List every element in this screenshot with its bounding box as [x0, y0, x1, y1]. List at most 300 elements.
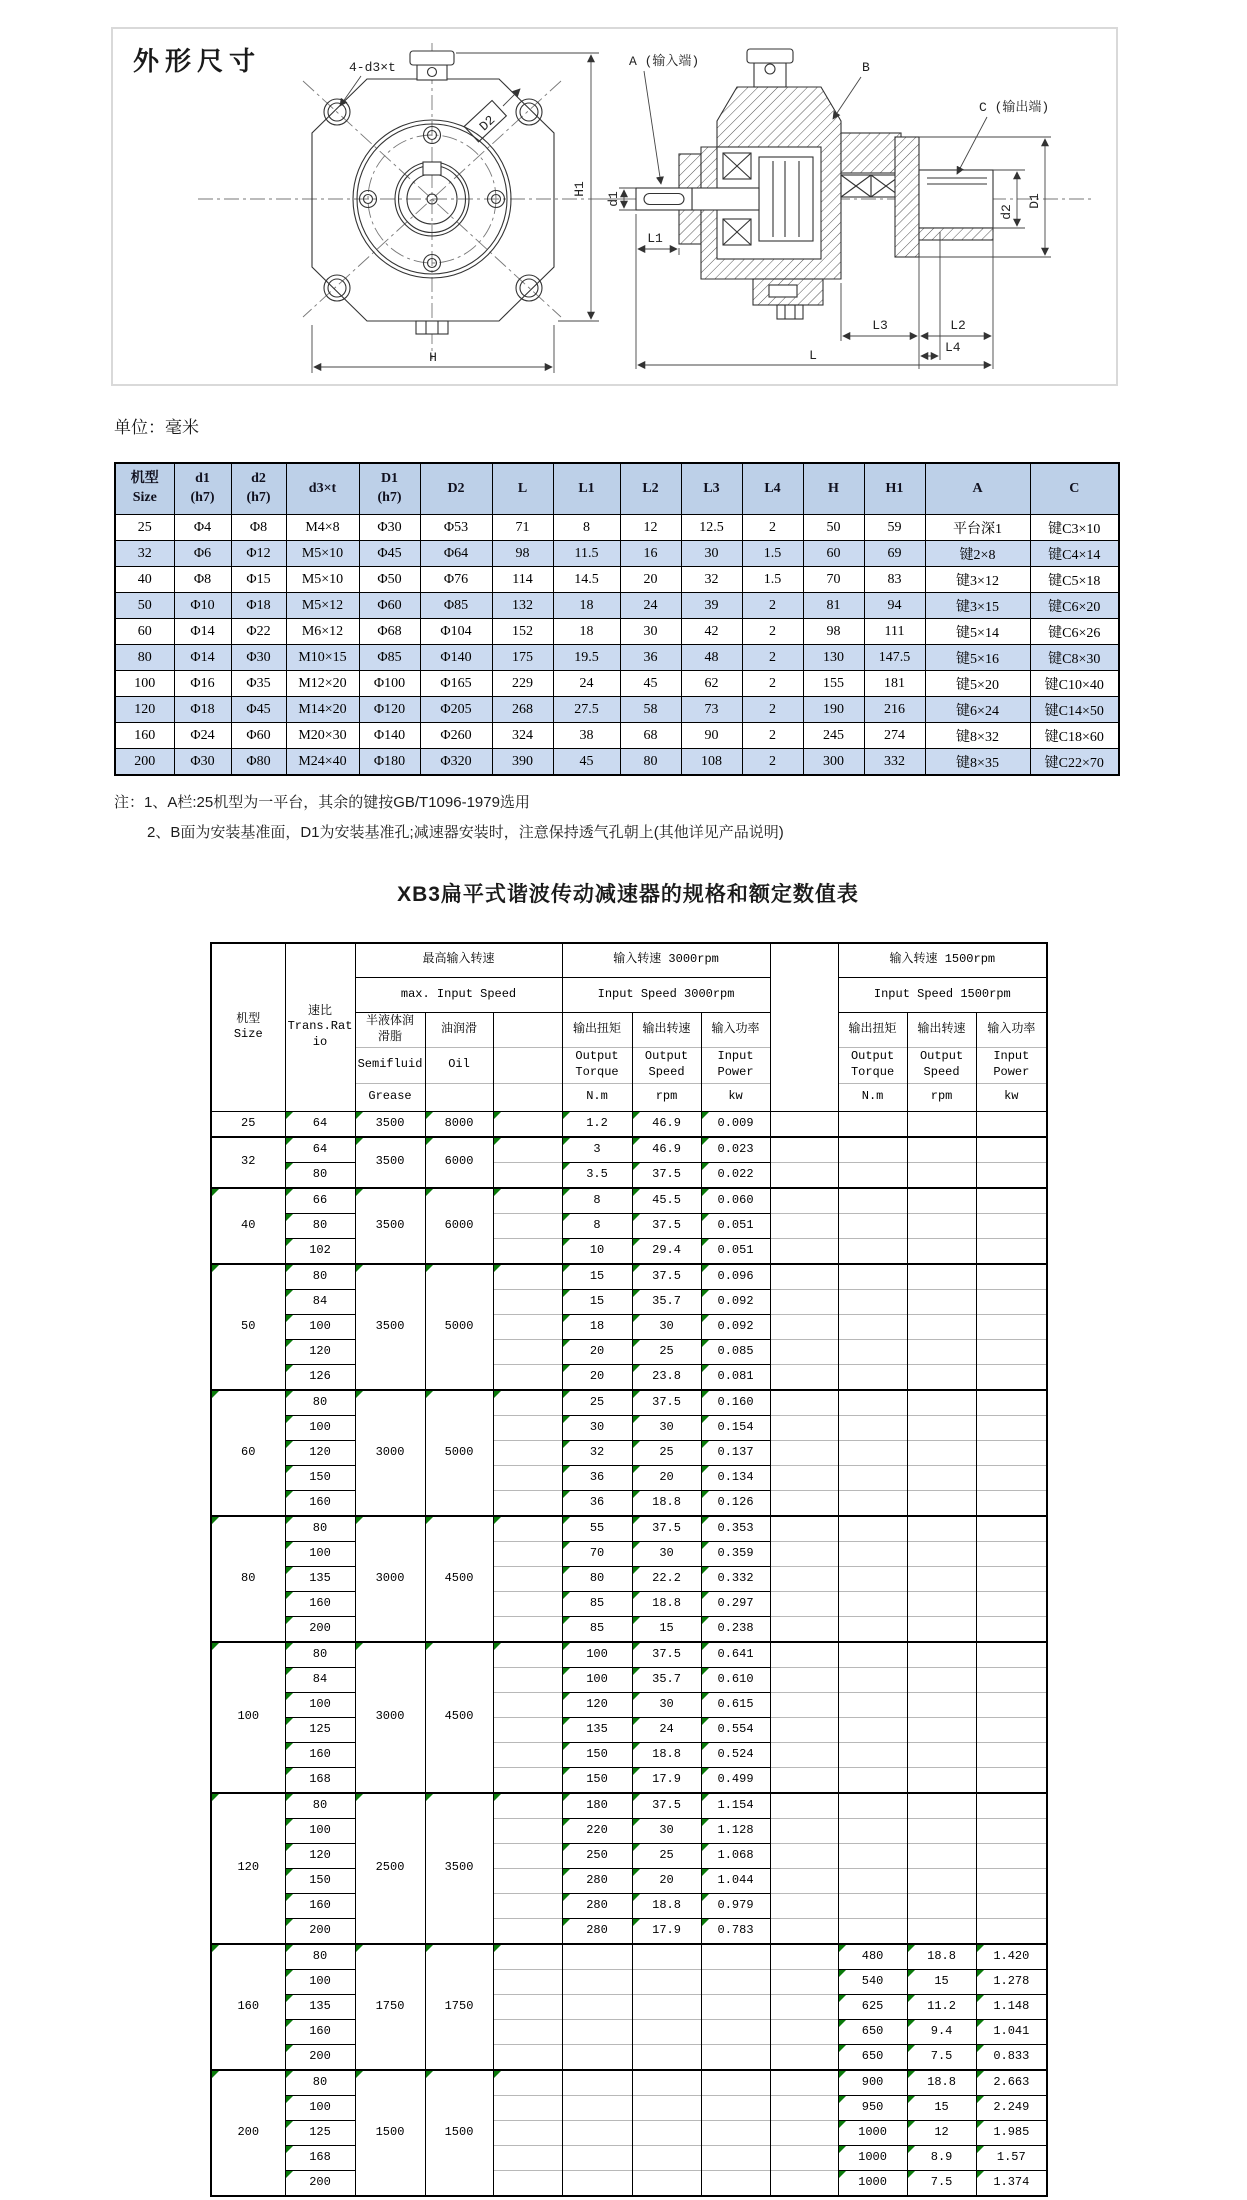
input-power-cell: 0.332	[701, 1566, 770, 1591]
svg-text:D2: D2	[476, 112, 499, 135]
empty-cell	[907, 1692, 976, 1717]
dim-cell: 50	[115, 593, 174, 619]
output-torque-cell: 280	[562, 1918, 632, 1944]
grease-header: Grease	[355, 1083, 425, 1111]
empty-cell	[701, 2044, 770, 2070]
spacer-cell	[770, 1238, 838, 1264]
oil-speed-cell: 5000	[425, 1264, 493, 1390]
dim-cell: 81	[803, 593, 864, 619]
empty-cell	[493, 1642, 562, 1668]
dim-cell: Φ35	[231, 671, 286, 697]
empty-cell	[976, 1440, 1047, 1465]
dimension-table	[114, 462, 1120, 776]
output-torque-cell: 15	[562, 1289, 632, 1314]
output-torque-cell: 650	[838, 2019, 907, 2044]
output-speed-cell: 11.2	[907, 1994, 976, 2019]
spec-table-row	[211, 1591, 1047, 1616]
spacer-cell	[770, 1944, 838, 1970]
dim-cell: Φ10	[174, 593, 231, 619]
spec-table-row	[211, 1918, 1047, 1944]
input-power-cell: 0.641	[701, 1642, 770, 1668]
empty-cell	[976, 1390, 1047, 1416]
empty-cell	[838, 1818, 907, 1843]
dim-cell: Φ12	[231, 541, 286, 567]
speed-3000-group-header: 输入转速 3000rpm	[562, 943, 770, 977]
spec-table-row	[211, 1793, 1047, 1819]
sub-col-header-en: Input Power	[976, 1047, 1047, 1083]
empty-cell	[907, 1213, 976, 1238]
ratio-cell: 100	[285, 1692, 355, 1717]
ratio-cell: 84	[285, 1289, 355, 1314]
empty-cell	[838, 1137, 907, 1163]
input-power-cell: 0.009	[701, 1111, 770, 1137]
dim-cell: 键C18×60	[1030, 723, 1119, 749]
input-power-cell: 2.663	[976, 2070, 1047, 2096]
input-power-cell: 0.238	[701, 1616, 770, 1642]
dim-header-cell: 机型 Size	[115, 463, 174, 515]
empty-cell	[493, 1793, 562, 1819]
empty-cell	[907, 1767, 976, 1793]
unit-header: N.m	[562, 1083, 632, 1111]
empty-cell	[838, 1516, 907, 1542]
spacer-cell	[770, 1162, 838, 1188]
empty-cell	[493, 1162, 562, 1188]
dim-cell: Φ15	[231, 567, 286, 593]
ratio-cell: 168	[285, 2145, 355, 2170]
dim-cell: 2	[742, 515, 803, 541]
empty-cell	[493, 1742, 562, 1767]
ratio-cell: 150	[285, 1465, 355, 1490]
size-cell: 160	[211, 1944, 285, 2070]
ratio-cell: 135	[285, 1566, 355, 1591]
empty-cell	[632, 2019, 701, 2044]
dim-cell: 71	[492, 515, 553, 541]
grease-speed-cell: 1750	[355, 1944, 425, 2070]
spacer-cell	[770, 1111, 838, 1137]
spacer-cell	[770, 1213, 838, 1238]
output-torque-cell: 280	[562, 1893, 632, 1918]
empty-cell	[493, 2145, 562, 2170]
empty-cell	[493, 1616, 562, 1642]
empty-cell	[838, 1390, 907, 1416]
dim-header-cell: D2	[420, 463, 492, 515]
dim-cell: 键3×12	[925, 567, 1030, 593]
ratio-cell: 125	[285, 2120, 355, 2145]
dim-cell: 键C10×40	[1030, 671, 1119, 697]
ratio-cell: 200	[285, 1918, 355, 1944]
dim-cell: 键C6×20	[1030, 593, 1119, 619]
output-speed-cell: 25	[632, 1440, 701, 1465]
dim-cell: Φ4	[174, 515, 231, 541]
output-torque-cell: 8	[562, 1188, 632, 1214]
dim-cell: 键3×15	[925, 593, 1030, 619]
empty-cell	[838, 1667, 907, 1692]
output-speed-cell: 35.7	[632, 1289, 701, 1314]
sub-col-header-zh: 输出扭矩	[838, 1012, 907, 1047]
dim-cell: 键5×14	[925, 619, 1030, 645]
dim-cell: 200	[115, 749, 174, 776]
sub-col-header-zh: 输出扭矩	[562, 1012, 632, 1047]
empty-cell	[493, 1944, 562, 1970]
size-cell: 25	[211, 1111, 285, 1137]
empty-cell	[838, 1692, 907, 1717]
unit-header: rpm	[632, 1083, 701, 1111]
output-speed-cell: 15	[907, 2095, 976, 2120]
output-torque-cell: 85	[562, 1591, 632, 1616]
input-power-cell: 0.022	[701, 1162, 770, 1188]
ratio-cell: 80	[285, 1213, 355, 1238]
output-torque-cell: 1000	[838, 2120, 907, 2145]
output-torque-cell: 100	[562, 1642, 632, 1668]
oil-speed-cell: 5000	[425, 1390, 493, 1516]
spacer-cell	[770, 1818, 838, 1843]
dim-header-cell: L4	[742, 463, 803, 515]
output-torque-cell: 1000	[838, 2170, 907, 2196]
dim-cell: 274	[864, 723, 925, 749]
empty-cell	[838, 1642, 907, 1668]
group-header-en: Input Speed 1500rpm	[838, 977, 1047, 1012]
dim-cell: M12×20	[286, 671, 359, 697]
dim-cell: 50	[803, 515, 864, 541]
ratio-cell: 160	[285, 2019, 355, 2044]
empty-cell	[632, 1994, 701, 2019]
spacer-cell	[770, 2070, 838, 2096]
output-speed-cell: 46.9	[632, 1111, 701, 1137]
L-dim-label: L	[809, 348, 817, 363]
empty-cell	[976, 1868, 1047, 1893]
spacer-column	[770, 943, 838, 1111]
empty-cell	[907, 1264, 976, 1290]
dim-cell: 键C5×18	[1030, 567, 1119, 593]
spec-table-row	[211, 1516, 1047, 1542]
sub-col-header-zh: 输出转速	[632, 1012, 701, 1047]
dim-cell: Φ18	[174, 697, 231, 723]
ratio-cell: 80	[285, 1944, 355, 1970]
dim-cell: 152	[492, 619, 553, 645]
empty-sub-header	[493, 1047, 562, 1083]
output-torque-cell: 3.5	[562, 1162, 632, 1188]
empty-cell	[907, 1793, 976, 1819]
dim-cell: 80	[115, 645, 174, 671]
empty-cell	[562, 2120, 632, 2145]
d2-label	[464, 101, 506, 142]
dim-cell: 100	[115, 671, 174, 697]
dim-cell: Φ50	[359, 567, 420, 593]
input-power-cell: 0.060	[701, 1188, 770, 1214]
empty-cell	[907, 1642, 976, 1668]
empty-cell	[838, 1465, 907, 1490]
input-power-cell: 0.137	[701, 1440, 770, 1465]
dim-cell: 20	[620, 567, 681, 593]
empty-cell	[838, 1339, 907, 1364]
empty-cell	[838, 1415, 907, 1440]
dim-cell: 324	[492, 723, 553, 749]
D1-dim-label: D1	[1027, 193, 1042, 209]
empty-cell	[493, 1994, 562, 2019]
input-power-cell: 1.420	[976, 1944, 1047, 1970]
oil-header-en: Oil	[425, 1047, 493, 1083]
spec-table-row	[211, 1667, 1047, 1692]
empty-cell	[838, 1616, 907, 1642]
dim-cell: 1.5	[742, 567, 803, 593]
empty-cell	[493, 2120, 562, 2145]
dim-cell: 58	[620, 697, 681, 723]
ratio-cell: 160	[285, 1490, 355, 1516]
size-cell: 60	[211, 1390, 285, 1516]
dim-cell: 300	[803, 749, 864, 776]
spacer-cell	[770, 1415, 838, 1440]
oil-speed-cell: 3500	[425, 1793, 493, 1944]
dim-cell: 2	[742, 593, 803, 619]
unit-header: rpm	[907, 1083, 976, 1111]
dim-cell: Φ140	[420, 645, 492, 671]
dim-cell: 2	[742, 697, 803, 723]
output-speed-cell: 35.7	[632, 1667, 701, 1692]
empty-cell	[976, 1188, 1047, 1214]
section-view	[601, 49, 1091, 369]
input-power-cell: 1.068	[701, 1843, 770, 1868]
spacer-cell	[770, 2095, 838, 2120]
spec-table-title: XB3扁平式谐波传动减速器的规格和额定数值表	[397, 883, 859, 906]
size-cell: 50	[211, 1264, 285, 1390]
input-power-cell: 0.297	[701, 1591, 770, 1616]
dim-cell: Φ104	[420, 619, 492, 645]
unit-header: N.m	[838, 1083, 907, 1111]
empty-cell	[976, 1717, 1047, 1742]
empty-cell	[493, 2095, 562, 2120]
output-speed-cell: 30	[632, 1818, 701, 1843]
empty-cell	[493, 1111, 562, 1137]
input-power-cell: 1.154	[701, 1793, 770, 1819]
dim-cell: 60	[115, 619, 174, 645]
dim-cell: Φ53	[420, 515, 492, 541]
empty-cell	[907, 1591, 976, 1616]
dim-table-row	[115, 593, 1119, 619]
spacer-cell	[770, 1465, 838, 1490]
spec-table-row	[211, 1767, 1047, 1793]
spacer-cell	[770, 1893, 838, 1918]
dim-cell: 键5×20	[925, 671, 1030, 697]
empty-cell	[907, 1289, 976, 1314]
output-torque-cell: 650	[838, 2044, 907, 2070]
dim-cell: 键C8×30	[1030, 645, 1119, 671]
d1-dim-label: d1	[606, 191, 621, 207]
output-speed-cell: 37.5	[632, 1390, 701, 1416]
oil-speed-cell: 4500	[425, 1516, 493, 1642]
sub-col-header-en: Output Torque	[562, 1047, 632, 1083]
empty-cell	[493, 2044, 562, 2070]
oil-header-zh: 油润滑	[425, 1012, 493, 1047]
dim-cell: M20×30	[286, 723, 359, 749]
empty-cell	[493, 1918, 562, 1944]
spacer-cell	[770, 1289, 838, 1314]
empty-cell	[907, 1742, 976, 1767]
spec-table-row	[211, 1868, 1047, 1893]
empty-cell	[632, 1969, 701, 1994]
empty-cell	[838, 1767, 907, 1793]
machine-col-header: 机型 Size	[211, 943, 285, 1111]
empty-sub-header	[425, 1083, 493, 1111]
grease-speed-cell: 3500	[355, 1111, 425, 1137]
dim-cell: Φ18	[231, 593, 286, 619]
dim-cell: 190	[803, 697, 864, 723]
empty-cell	[907, 1111, 976, 1137]
input-power-cell: 0.353	[701, 1516, 770, 1542]
ratio-cell: 100	[285, 1969, 355, 1994]
empty-sub-header	[493, 1012, 562, 1047]
spacer-cell	[770, 1692, 838, 1717]
spacer-cell	[770, 1541, 838, 1566]
empty-cell	[493, 1364, 562, 1390]
dim-cell: 62	[681, 671, 742, 697]
dim-cell: 30	[620, 619, 681, 645]
outline-drawing-panel	[111, 27, 1118, 386]
dim-cell: Φ45	[359, 541, 420, 567]
dim-cell: 键6×24	[925, 697, 1030, 723]
output-torque-cell: 20	[562, 1364, 632, 1390]
empty-cell	[838, 1566, 907, 1591]
dim-cell: M6×12	[286, 619, 359, 645]
dim-cell: 111	[864, 619, 925, 645]
empty-cell	[493, 1591, 562, 1616]
empty-cell	[976, 1541, 1047, 1566]
dim-cell: Φ100	[359, 671, 420, 697]
unit-header: kw	[701, 1083, 770, 1111]
dim-header-cell: D1 (h7)	[359, 463, 420, 515]
input-power-cell: 0.554	[701, 1717, 770, 1742]
empty-cell	[907, 1364, 976, 1390]
output-speed-cell: 18.8	[632, 1742, 701, 1767]
spec-table-row	[211, 1188, 1047, 1214]
dim-cell: M4×8	[286, 515, 359, 541]
ratio-cell: 126	[285, 1364, 355, 1390]
dim-cell: 键C3×10	[1030, 515, 1119, 541]
spec-table-row	[211, 1415, 1047, 1440]
dim-cell: Φ205	[420, 697, 492, 723]
empty-cell	[838, 1742, 907, 1767]
ratio-cell: 80	[285, 1793, 355, 1819]
dim-cell: Φ320	[420, 749, 492, 776]
empty-cell	[907, 1893, 976, 1918]
empty-cell	[493, 2170, 562, 2196]
empty-cell	[701, 2070, 770, 2096]
output-torque-cell: 36	[562, 1465, 632, 1490]
ratio-cell: 100	[285, 2095, 355, 2120]
input-power-cell: 0.833	[976, 2044, 1047, 2070]
empty-cell	[838, 1793, 907, 1819]
output-speed-cell: 30	[632, 1692, 701, 1717]
input-power-cell: 0.051	[701, 1238, 770, 1264]
input-power-cell: 1.278	[976, 1969, 1047, 1994]
dim-cell: Φ24	[174, 723, 231, 749]
cad-drawing	[113, 29, 1116, 384]
oil-speed-cell: 4500	[425, 1642, 493, 1793]
dim-cell: 11.5	[553, 541, 620, 567]
empty-cell	[907, 1566, 976, 1591]
empty-cell	[907, 1465, 976, 1490]
dim-cell: 108	[681, 749, 742, 776]
dim-cell: 268	[492, 697, 553, 723]
dim-cell: 2	[742, 645, 803, 671]
dim-header-cell: d1 (h7)	[174, 463, 231, 515]
output-speed-cell: 30	[632, 1541, 701, 1566]
grease-speed-cell: 3500	[355, 1188, 425, 1264]
spec-table-row	[211, 1843, 1047, 1868]
empty-cell	[907, 1440, 976, 1465]
spacer-cell	[770, 1137, 838, 1163]
spec-table-row	[211, 1717, 1047, 1742]
empty-cell	[562, 1944, 632, 1970]
output-torque-cell: 100	[562, 1667, 632, 1692]
input-power-cell: 0.154	[701, 1415, 770, 1440]
spacer-cell	[770, 2019, 838, 2044]
dim-cell: Φ14	[174, 619, 231, 645]
L1-dim-label: L1	[647, 231, 663, 246]
dim-cell: Φ30	[359, 515, 420, 541]
output-torque-cell: 85	[562, 1616, 632, 1642]
dim-cell: Φ45	[231, 697, 286, 723]
dim-cell: 8	[553, 515, 620, 541]
output-speed-cell: 23.8	[632, 1364, 701, 1390]
dim-cell: 12	[620, 515, 681, 541]
dim-cell: 38	[553, 723, 620, 749]
dim-header-cell: L3	[681, 463, 742, 515]
input-power-cell: 0.081	[701, 1364, 770, 1390]
ratio-cell: 120	[285, 1843, 355, 1868]
dim-cell: 2	[742, 723, 803, 749]
empty-cell	[907, 1868, 976, 1893]
empty-cell	[907, 1188, 976, 1214]
empty-cell	[632, 2145, 701, 2170]
spec-table-row	[211, 1994, 1047, 2019]
output-torque-cell: 250	[562, 1843, 632, 1868]
max-speed-group-header: 最高输入转速	[355, 943, 562, 977]
ratio-cell: 66	[285, 1188, 355, 1214]
dim-cell: 平台深1	[925, 515, 1030, 541]
dim-table-row	[115, 515, 1119, 541]
dim-cell: 14.5	[553, 567, 620, 593]
output-torque-cell: 80	[562, 1566, 632, 1591]
dim-cell: 2	[742, 749, 803, 776]
empty-cell	[493, 2070, 562, 2096]
dim-cell: 2	[742, 671, 803, 697]
spec-table-row	[211, 1213, 1047, 1238]
output-torque-cell: 15	[562, 1264, 632, 1290]
ratio-cell: 100	[285, 1415, 355, 1440]
input-power-cell: 1.041	[976, 2019, 1047, 2044]
grease-speed-cell: 3500	[355, 1264, 425, 1390]
empty-cell	[562, 2170, 632, 2196]
output-speed-cell: 15	[907, 1969, 976, 1994]
input-power-cell: 1.044	[701, 1868, 770, 1893]
spec-table-row	[211, 2095, 1047, 2120]
empty-cell	[907, 1162, 976, 1188]
dim-cell: Φ16	[174, 671, 231, 697]
dim-header-cell: A	[925, 463, 1030, 515]
ratio-cell: 150	[285, 1868, 355, 1893]
empty-cell	[838, 1591, 907, 1616]
spec-table-row	[211, 1692, 1047, 1717]
empty-cell	[976, 1843, 1047, 1868]
oil-speed-cell: 6000	[425, 1188, 493, 1264]
empty-cell	[493, 1339, 562, 1364]
dim-cell: 98	[803, 619, 864, 645]
output-torque-cell: 180	[562, 1793, 632, 1819]
dim-cell: 45	[553, 749, 620, 776]
empty-cell	[838, 1490, 907, 1516]
dim-cell: 216	[864, 697, 925, 723]
input-power-cell: 0.134	[701, 1465, 770, 1490]
